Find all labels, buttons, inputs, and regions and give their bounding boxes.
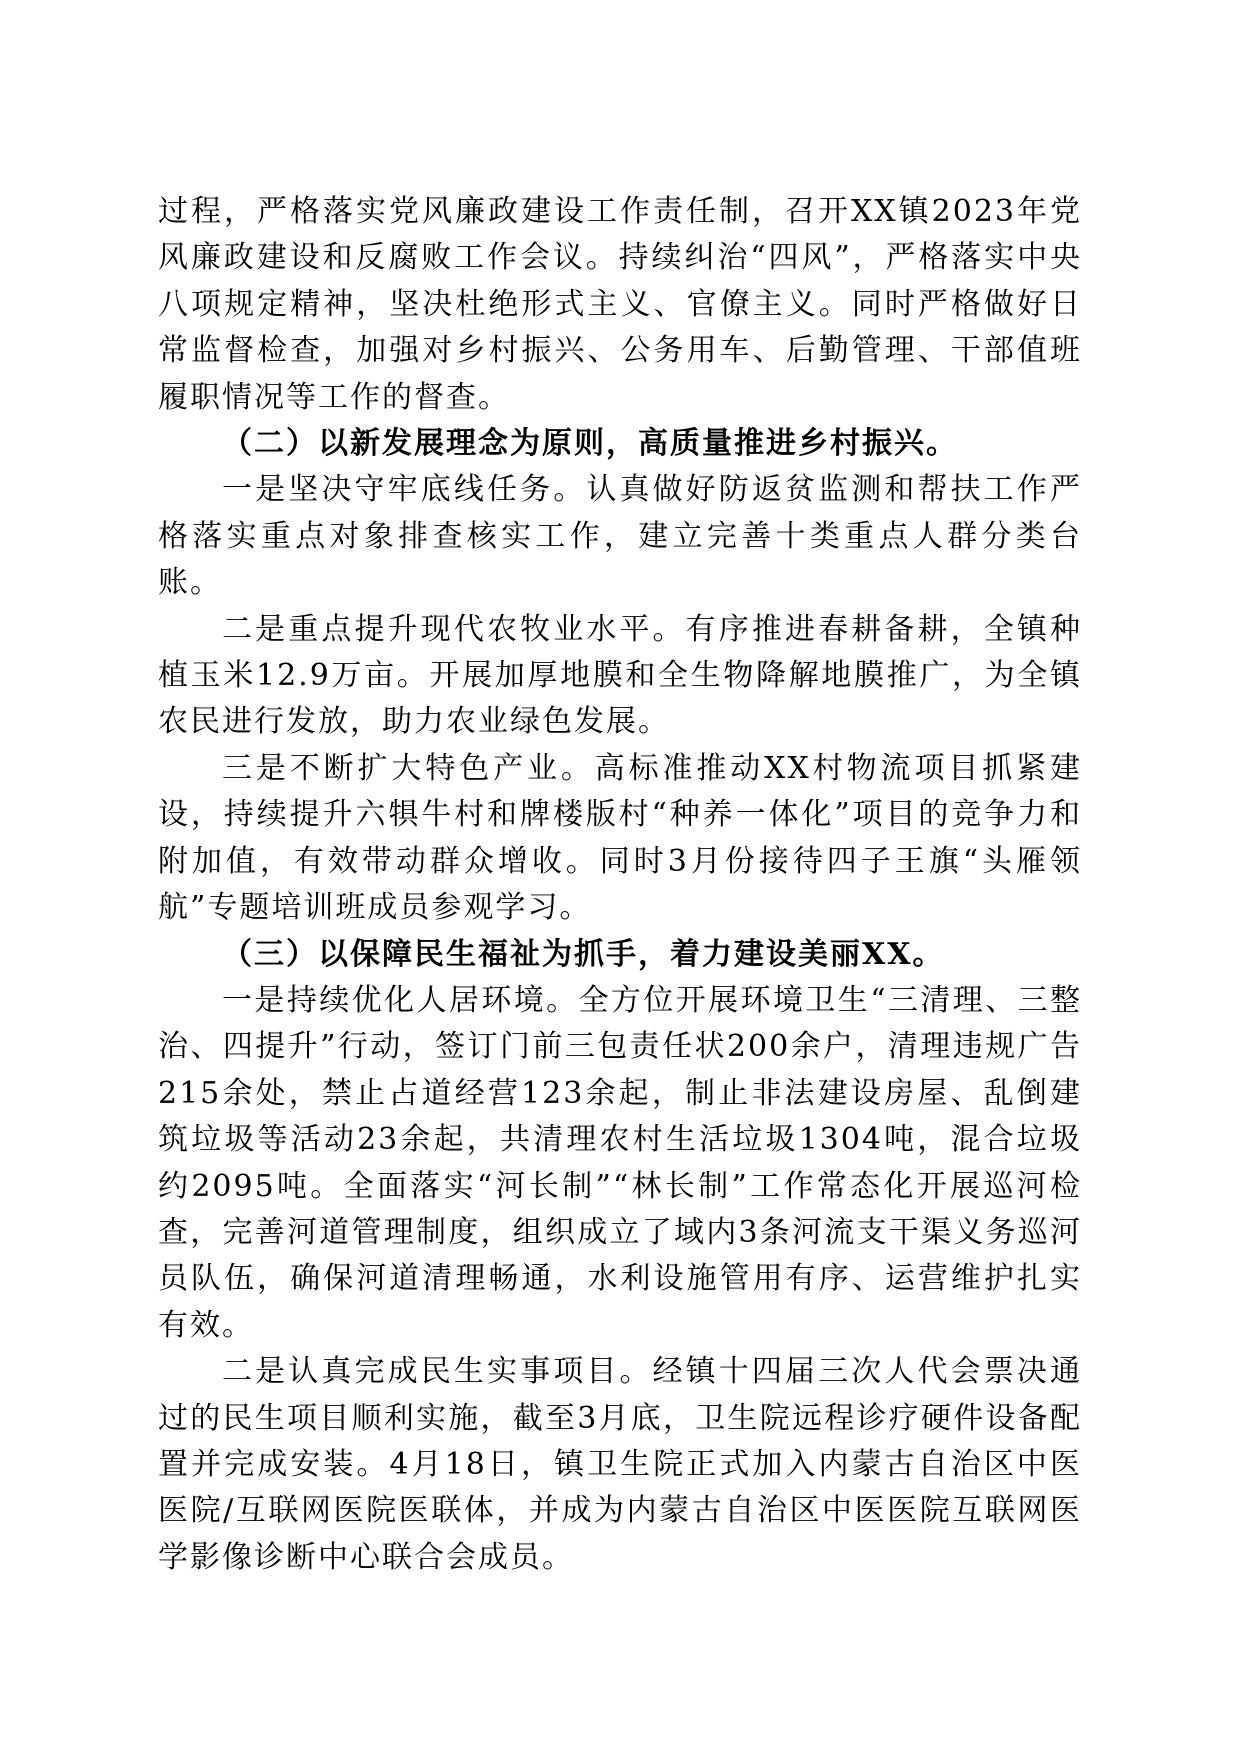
document-body (158, 189, 1082, 1581)
section-heading-3: （三）以保障民生福祉为抓手，着力建设美丽XX。 (222, 936, 945, 972)
paragraph: 三是不断扩大特色产业。高标准推动XX村物流项目抓紧建设，持续提升六犋牛村和牌楼版村“种养一体化”项目的竞争力和附加值，有效带动群众增收。同时3月份接待四子王旗“头雁领航”专题培训班成员参观学习。 (158, 750, 1082, 926)
section-heading-2: （二）以新发展理念为原则，高质量推进乡村振兴。 (222, 426, 958, 462)
paragraph-continued: 过程，严格落实党风廉政建设工作责任制，召开XX镇2023年党风廉政建设和反腐败工作会议。持续纠治“四风”，严格落实中央八项规定精神，坚决杜绝形式主义、官僚主义。同时严格做好日常监督检查，加强对乡村振兴、公务用车、后勤管理、干部值班履职情况等工作的督查。 (158, 194, 1082, 415)
paragraph: 二是重点提升现代农牧业水平。有序推进春耕备耕，全镇种植玉米12.9万亩。开展加厚地膜和全生物降解地膜推广，为全镇农民进行发放，助力农业绿色发展。 (158, 611, 1082, 740)
paragraph: 一是坚决守牢底线任务。认真做好防返贫监测和帮扶工作严格落实重点对象排查核实工作，建立完善十类重点人群分类台账。 (158, 472, 1082, 601)
paragraph: 二是认真完成民生实事项目。经镇十四届三次人代会票决通过的民生项目顺利实施，截至3月底，卫生院远程诊疗硬件设备配置并完成安装。4月18日，镇卫生院正式加入内蒙古自治区中医医院/互联网医院医联体，并成为内蒙古自治区中医医院互联网医学影像诊断中心联合会成员。 (158, 1354, 1082, 1575)
paragraph: 一是持续优化人居环境。全方位开展环境卫生“三清理、三整治、四提升”行动，签订门前三包责任状200余户，清理违规广告215余处，禁止占道经营123余起，制止非法建设房屋、乱倒建筑垃圾等活动23余起，共清理农村生活垃圾1304吨，混合垃圾约2095吨。全面落实“河长制”“林长制”工作常态化开展巡河检查，完善河道管理制度，组织成立了域内3条河流支干渠义务巡河员队伍，确保河道清理畅通，水利设施管用有序、运营维护扎实有效。 (158, 982, 1082, 1343)
